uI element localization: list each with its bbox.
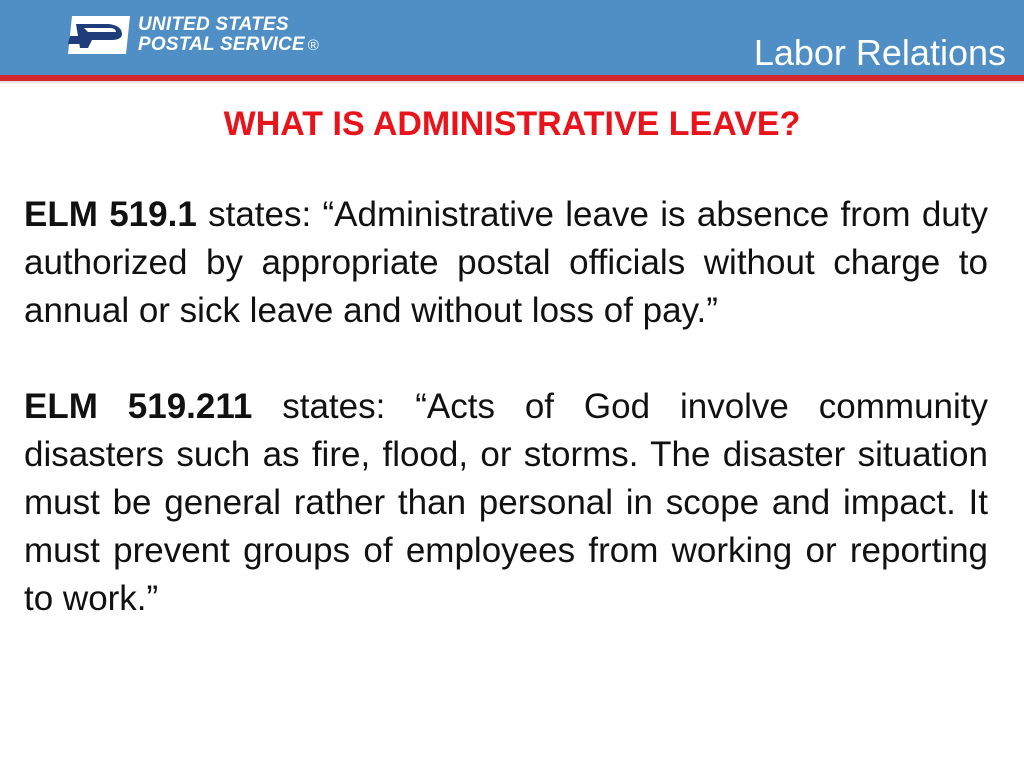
paragraph-elm-519-1 <box>24 191 988 335</box>
logo-line-2 <box>138 35 319 56</box>
header-bar <box>0 0 1024 75</box>
paragraph-text: states: “Administrative leave is absence from duty authorized by appropriate postal officials without charge to annual or sick leave and without loss of pay.” <box>24 195 988 330</box>
logo-wordmark <box>138 15 319 56</box>
paragraph-text: states: “Acts of God involve community disasters such as fire, flood, or storms. The disaster situation must be general rather than personal in scope and impact. It must prevent groups of employees from working or reporting to work.” <box>24 387 988 618</box>
paragraph-reference: ELM 519.211 <box>24 387 253 426</box>
header-divider <box>0 81 1024 83</box>
slide-body <box>24 191 988 623</box>
usps-logo <box>66 14 319 56</box>
paragraph-reference: ELM 519.1 <box>24 195 197 234</box>
logo-line-1: UNITED STATES <box>138 13 289 35</box>
header-title: Labor Relations <box>753 32 1006 73</box>
logo-line-2-text: POSTAL SERVICE <box>138 33 305 55</box>
slide-title: WHAT IS ADMINISTRATIVE LEAVE? <box>223 105 801 143</box>
registered-mark: ® <box>307 36 320 54</box>
eagle-icon <box>66 14 132 56</box>
paragraph-elm-519-211 <box>24 383 988 623</box>
